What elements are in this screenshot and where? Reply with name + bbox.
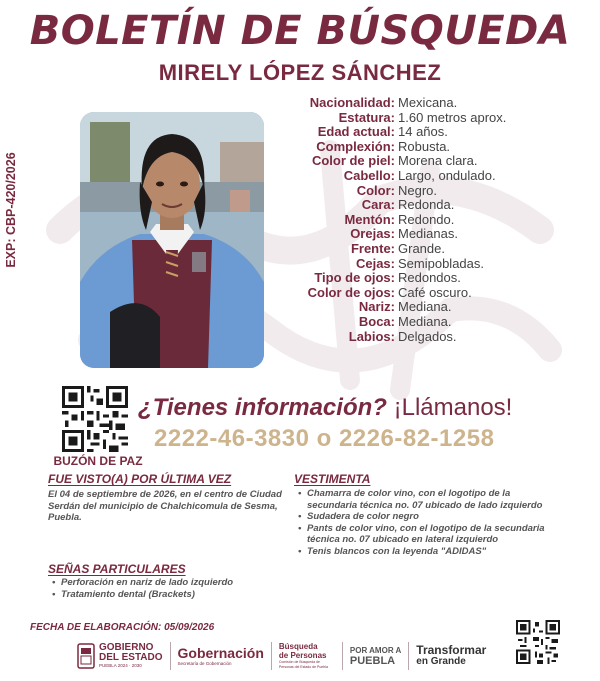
detail-row — [270, 184, 590, 199]
detail-value: Semipobladas. — [398, 255, 484, 271]
logo-estado-line1: GOBIERNO — [99, 642, 154, 653]
detail-row — [270, 111, 590, 126]
cta-question: ¿Tienes información? — [138, 394, 387, 421]
detail-row — [270, 271, 590, 286]
detail-value: Redonda. — [398, 197, 455, 213]
detail-value: 14 años. — [398, 124, 448, 140]
last-seen-text: El 04 de septiembre de 2026, en el centro de Ciudad Serdán del municipio de Chalchicomula de Sesma, Puebla. — [48, 489, 282, 523]
exp-number: EXP: CBP-420/2026 — [4, 152, 18, 268]
footer-qr-code[interactable] — [516, 620, 560, 664]
detail-row — [270, 330, 590, 345]
gobernacion-logo — [171, 638, 271, 674]
detail-label: Orejas: — [350, 226, 395, 242]
logo-transformar-line2: en Grande — [416, 656, 466, 667]
detail-label: Cabello: — [343, 167, 395, 183]
list-item: • Tratamiento dental (Brackets) — [52, 589, 312, 601]
detail-row — [270, 227, 590, 242]
logo-transformar-line1: Transformar — [416, 643, 487, 657]
detail-value: Negro. — [398, 182, 438, 198]
detail-label: Tipo de ojos: — [314, 270, 395, 286]
detail-row — [270, 140, 590, 155]
detail-label: Edad actual: — [317, 124, 395, 140]
list-item: • Sudadera de color negro — [298, 511, 560, 523]
detail-value: Robusta. — [398, 138, 451, 154]
logo-estado-line2: DEL ESTADO — [99, 652, 163, 663]
cta-call: ¡Llámanos! — [393, 394, 513, 421]
list-item: • Chamarra de color vino, con el logotipo de la secundaria técnica no. 07 ubicado de lado izquierdo — [298, 488, 560, 511]
detail-label: Frente: — [350, 240, 395, 256]
detail-label: Color de ojos: — [307, 284, 395, 300]
contact-phones[interactable]: 2222-46-3830 o 2226-82-1258 — [154, 425, 495, 452]
list-item: • Pants de color vino, con el logotipo de la secundaria técnica no. 07 ubicado en lateral izquierdo — [298, 523, 560, 546]
detail-row — [270, 257, 590, 272]
detail-label: Estatura: — [338, 109, 395, 125]
busqueda-logo — [272, 638, 342, 674]
detail-label: Cejas: — [355, 255, 395, 271]
logo-busqueda-line2: de Personas — [278, 650, 327, 660]
detail-row — [270, 242, 590, 257]
detail-row — [270, 286, 590, 301]
detail-value: Largo, ondulado. — [398, 167, 496, 183]
logo-busqueda-line1: Búsqueda — [278, 642, 318, 651]
detail-value: Mediana. — [398, 313, 452, 329]
buzon-label: BUZÓN DE PAZ — [53, 454, 143, 468]
detail-value: Redondo. — [398, 211, 455, 227]
list-item: • Tenis blancos con la leyenda "ADIDAS" — [298, 546, 560, 558]
bulletin-title: BOLETÍN DE BÚSQUEDA — [29, 8, 571, 54]
detail-row — [270, 198, 590, 213]
logo-busqueda-small: Comisión de Búsqueda de Personas del Estado de Puebla — [278, 660, 328, 669]
detail-label: Labios: — [348, 328, 395, 344]
person-photo-icon — [80, 112, 264, 368]
gobierno-estado-logo — [70, 638, 170, 674]
por-amor-puebla-logo — [343, 638, 408, 674]
detail-label: Color de piel: — [311, 153, 395, 169]
detail-label: Boca: — [358, 313, 395, 329]
detail-row — [270, 315, 590, 330]
detail-label: Mentón: — [344, 211, 395, 227]
detail-row — [270, 213, 590, 228]
detail-value: Redondos. — [398, 270, 461, 286]
missing-person-photo — [80, 112, 264, 368]
detail-row — [270, 300, 590, 315]
logo-gob-sub: Secretaría de Gobernación — [177, 660, 232, 666]
detail-label: Nariz: — [358, 299, 395, 315]
contact-cta — [138, 394, 512, 422]
clothing-heading: VESTIMENTA — [294, 472, 371, 486]
detail-value: Mexicana. — [398, 95, 458, 110]
state-seal-icon — [77, 642, 95, 670]
detail-value: Grande. — [398, 240, 445, 256]
marks-heading: SEÑAS PARTICULARES — [48, 562, 186, 576]
buzon-qr-code[interactable] — [62, 386, 128, 452]
logo-amor-line1: POR AMOR A — [349, 645, 402, 655]
detail-label: Color: — [356, 182, 395, 198]
detail-value: Medianas. — [398, 226, 458, 242]
detail-row — [270, 125, 590, 140]
person-name: MIRELY LÓPEZ SÁNCHEZ — [158, 60, 442, 85]
detail-value: Mediana. — [398, 299, 452, 315]
list-item: • Perforación en nariz de lado izquierdo — [52, 577, 312, 589]
marks-list — [52, 577, 312, 600]
detail-label: Complexión: — [316, 138, 395, 154]
footer-logos — [70, 638, 493, 674]
detail-label: Cara: — [361, 197, 395, 213]
date-value: 05/09/2026 — [164, 622, 215, 633]
logo-gob-main: Gobernación — [177, 644, 264, 661]
detail-value: Delgados. — [398, 328, 457, 344]
detail-row — [270, 169, 590, 184]
detail-label: Nacionalidad: — [309, 95, 395, 110]
logo-amor-line2: PUEBLA — [349, 654, 396, 667]
elaboration-date — [30, 622, 214, 633]
physical-details — [270, 96, 590, 344]
clothing-list — [298, 488, 560, 557]
detail-row — [270, 96, 590, 111]
detail-value: 1.60 metros aprox. — [398, 109, 507, 125]
date-label: FECHA DE ELABORACIÓN: — [30, 622, 162, 633]
detail-value: Café oscuro. — [398, 284, 472, 300]
last-seen-heading: FUE VISTO(A) POR ÚLTIMA VEZ — [48, 472, 232, 486]
logo-estado-small: PUEBLA 2024 · 2030 — [99, 663, 142, 668]
detail-row — [270, 154, 590, 169]
detail-value: Morena clara. — [398, 153, 478, 169]
transformar-logo — [409, 638, 493, 674]
